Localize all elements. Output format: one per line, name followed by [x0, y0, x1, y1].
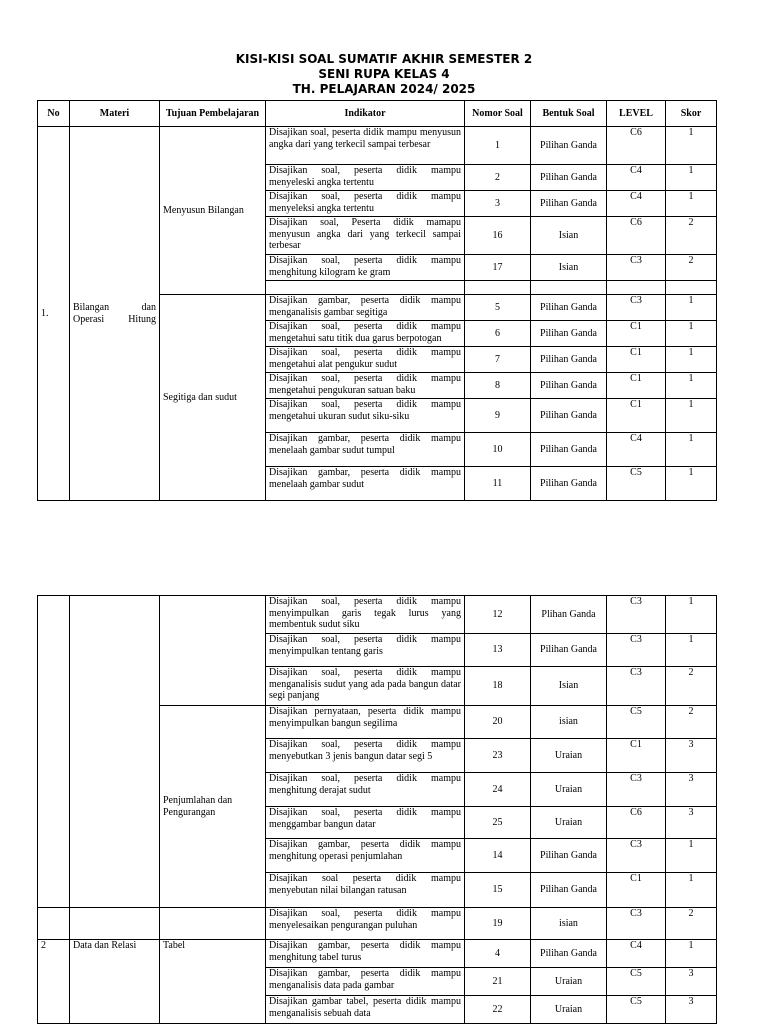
kisi-kisi-table-page-2	[37, 595, 717, 1024]
tujuan-cell: Segitiga dan sudut	[160, 295, 266, 501]
level-cell: C4	[607, 165, 666, 191]
level-cell: C3	[607, 908, 666, 940]
skor-cell: 1	[666, 399, 717, 433]
empty-cell	[70, 596, 160, 908]
skor-cell: 1	[666, 127, 717, 165]
bentuk-soal-cell: Pilihan Ganda	[531, 191, 607, 217]
indikator-cell: Disajikan soal, peserta didik mampu menyimpulkan garis tegak lurus yang membentuk sudut siku	[266, 596, 465, 634]
nomor-soal-cell: 25	[465, 807, 531, 839]
skor-cell: 1	[666, 347, 717, 373]
skor-cell: 2	[666, 908, 717, 940]
bentuk-soal-cell: Pilihan Ganda	[531, 433, 607, 467]
bentuk-soal-cell: isian	[531, 908, 607, 940]
indikator-cell: Disajikan soal, peserta didik mampu mengetahui pengukuran satuan baku	[266, 373, 465, 399]
skor-cell: 2	[666, 255, 717, 281]
level-cell: C6	[607, 127, 666, 165]
bentuk-soal-cell: Pilihan Ganda	[531, 373, 607, 399]
table-row	[38, 596, 717, 634]
indikator-cell: Disajikan soal peserta didik mampu menyebutan nilai bilangan ratusan	[266, 873, 465, 908]
indikator-cell: Disajikan gambar, peserta didik mampu menelaah gambar sudut	[266, 467, 465, 501]
bentuk-soal-cell: Pilihan Ganda	[531, 873, 607, 908]
nomor-soal-cell: 7	[465, 347, 531, 373]
skor-cell: 1	[666, 433, 717, 467]
skor-cell: 3	[666, 739, 717, 773]
skor-cell: 2	[666, 706, 717, 739]
level-cell: C1	[607, 347, 666, 373]
kisi-kisi-table-page-1	[37, 100, 717, 501]
skor-cell: 1	[666, 321, 717, 347]
header-level: LEVEL	[607, 101, 666, 127]
empty-cell	[38, 596, 70, 908]
bentuk-soal-cell: Isian	[531, 217, 607, 255]
level-cell: C3	[607, 773, 666, 807]
nomor-soal-cell: 12	[465, 596, 531, 634]
nomor-soal-cell: 5	[465, 295, 531, 321]
indikator-cell: Disajikan gambar, peserta didik mampu menganalisis data pada gambar	[266, 968, 465, 996]
indikator-cell: Disajikan soal, peserta didik mampu menghitung derajat sudut	[266, 773, 465, 807]
skor-cell: 3	[666, 773, 717, 807]
materi-cell	[70, 127, 160, 501]
document-subtitle-year: TH. PELAJARAN 2024/ 2025	[292, 82, 476, 96]
empty-cell	[266, 281, 465, 295]
indikator-cell: Disajikan soal, peserta didik mampu mengetahui ukuran sudut siku-siku	[266, 399, 465, 433]
level-cell: C3	[607, 667, 666, 706]
nomor-soal-cell: 20	[465, 706, 531, 739]
row-number: 1.	[38, 127, 70, 501]
bentuk-soal-cell: Pilihan Ganda	[531, 295, 607, 321]
bentuk-soal-cell: Pilihan Ganda	[531, 940, 607, 968]
bentuk-soal-cell: Uraian	[531, 773, 607, 807]
nomor-soal-cell: 9	[465, 399, 531, 433]
nomor-soal-cell: 15	[465, 873, 531, 908]
skor-cell: 1	[666, 467, 717, 501]
indikator-cell: Disajikan soal, peserta didik mampu menggambar bangun datar	[266, 807, 465, 839]
bentuk-soal-cell: Uraian	[531, 739, 607, 773]
nomor-soal-cell: 21	[465, 968, 531, 996]
nomor-soal-cell: 23	[465, 739, 531, 773]
nomor-soal-cell: 6	[465, 321, 531, 347]
indikator-cell: Disajikan soal, peserta didik mampu menyimpulkan tentang garis	[266, 634, 465, 667]
skor-cell: 2	[666, 217, 717, 255]
skor-cell: 1	[666, 373, 717, 399]
skor-cell: 1	[666, 295, 717, 321]
nomor-soal-cell: 14	[465, 839, 531, 873]
bentuk-soal-cell: Pilihan Ganda	[531, 399, 607, 433]
level-cell: C1	[607, 373, 666, 399]
bentuk-soal-cell: Uraian	[531, 968, 607, 996]
skor-cell: 1	[666, 165, 717, 191]
indikator-cell: Disajikan soal, peserta didik mampu menyebutkan 3 jenis bangun datar segi 5	[266, 739, 465, 773]
skor-cell: 1	[666, 634, 717, 667]
level-cell: C5	[607, 968, 666, 996]
indikator-cell: Disajikan gambar, peserta didik mampu menghitung tabel turus	[266, 940, 465, 968]
bentuk-soal-cell: Pilihan Ganda	[531, 839, 607, 873]
nomor-soal-cell: 17	[465, 255, 531, 281]
header-bentuk-soal: Bentuk Soal	[531, 101, 607, 127]
level-cell: C5	[607, 996, 666, 1024]
level-cell: C3	[607, 295, 666, 321]
bentuk-soal-cell: Pilihan Ganda	[531, 347, 607, 373]
bentuk-soal-cell: Pilihan Ganda	[531, 321, 607, 347]
header-skor: Skor	[666, 101, 717, 127]
indikator-cell: Disajikan gambar tabel, peserta didik mampu menganalisis sebuah data	[266, 996, 465, 1024]
empty-cell	[160, 908, 266, 940]
bentuk-soal-cell: Uraian	[531, 996, 607, 1024]
indikator-cell: Disajikan gambar, peserta didik mampu menghitung operasi penjumlahan	[266, 839, 465, 873]
bentuk-soal-cell: Plihan Ganda	[531, 596, 607, 634]
nomor-soal-cell: 3	[465, 191, 531, 217]
level-cell: C1	[607, 873, 666, 908]
empty-cell	[531, 281, 607, 295]
table-header-row	[38, 101, 717, 127]
bentuk-soal-cell: Pilihan Ganda	[531, 165, 607, 191]
indikator-cell: Disajikan soal, Peserta didik mamapu menyusun angka dari yang terkecil sampai terbesar	[266, 217, 465, 255]
indikator-cell: Disajikan soal, peserta didik mampu menyeleski angka tertentu	[266, 165, 465, 191]
tujuan-cell: Tabel	[160, 940, 266, 1024]
empty-cell	[465, 281, 531, 295]
skor-cell: 2	[666, 667, 717, 706]
bentuk-soal-cell: Isian	[531, 667, 607, 706]
nomor-soal-cell: 22	[465, 996, 531, 1024]
nomor-soal-cell: 18	[465, 667, 531, 706]
level-cell: C4	[607, 191, 666, 217]
skor-cell: 1	[666, 873, 717, 908]
tujuan-cell: Menyusun Bilangan	[160, 127, 266, 295]
skor-cell: 3	[666, 996, 717, 1024]
indikator-cell: Disajikan gambar, peserta didik mampu menganalisis gambar segitiga	[266, 295, 465, 321]
level-cell: C3	[607, 634, 666, 667]
skor-cell: 1	[666, 839, 717, 873]
skor-cell: 1	[666, 940, 717, 968]
indikator-cell: Disajikan soal, peserta didik mampu mengetahui satu titik dua garus berpotogan	[266, 321, 465, 347]
level-cell: C4	[607, 940, 666, 968]
level-cell: C5	[607, 467, 666, 501]
nomor-soal-cell: 10	[465, 433, 531, 467]
level-cell: C1	[607, 321, 666, 347]
nomor-soal-cell: 16	[465, 217, 531, 255]
bentuk-soal-cell: Pilihan Ganda	[531, 634, 607, 667]
indikator-cell: Disajikan soal, peserta didik mampu menghitung kilogram ke gram	[266, 255, 465, 281]
materi-cell: Data dan Relasi	[70, 940, 160, 1024]
level-cell: C3	[607, 255, 666, 281]
nomor-soal-cell: 1	[465, 127, 531, 165]
indikator-cell: Disajikan soal, peserta didik mampu menyeleksi angka tertentu	[266, 191, 465, 217]
empty-cell	[160, 596, 266, 706]
level-cell: C6	[607, 217, 666, 255]
skor-cell: 1	[666, 191, 717, 217]
indikator-cell: Disajikan pernyataan, peserta didik mampu menyimpulkan bangun segilima	[266, 706, 465, 739]
table-row	[38, 127, 717, 165]
bentuk-soal-cell: Pilihan Ganda	[531, 127, 607, 165]
indikator-cell: Disajikan soal, peserta didik mampu menyusun angka dari yang terkecil sampai terbesar	[266, 127, 465, 165]
level-cell: C1	[607, 739, 666, 773]
header-nomor-soal: Nomor Soal	[465, 101, 531, 127]
row-number: 2	[38, 940, 70, 1024]
bentuk-soal-cell: Pilihan Ganda	[531, 467, 607, 501]
header-tujuan: Tujuan Pembelajaran	[160, 101, 266, 127]
skor-cell: 1	[666, 596, 717, 634]
indikator-cell: Disajikan gambar, peserta didik mampu menelaah gambar sudut tumpul	[266, 433, 465, 467]
indikator-cell: Disajikan soal, peserta didik mampu menyelesaikan pengurangan puluhan	[266, 908, 465, 940]
skor-cell: 3	[666, 968, 717, 996]
level-cell: C4	[607, 433, 666, 467]
document-title: KISI-KISI SOAL SUMATIF AKHIR SEMESTER 2	[235, 52, 533, 66]
bentuk-soal-cell: isian	[531, 706, 607, 739]
empty-cell	[666, 281, 717, 295]
nomor-soal-cell: 8	[465, 373, 531, 399]
level-cell: C5	[607, 706, 666, 739]
skor-cell: 3	[666, 807, 717, 839]
header-indikator: Indikator	[266, 101, 465, 127]
indikator-cell: Disajikan soal, peserta didik mampu menganalisis sudut yang ada pada bangun datar segi panjang	[266, 667, 465, 706]
nomor-soal-cell: 19	[465, 908, 531, 940]
header-materi: Materi	[70, 101, 160, 127]
table-row	[38, 908, 717, 940]
level-cell: C3	[607, 839, 666, 873]
level-cell: C1	[607, 399, 666, 433]
nomor-soal-cell: 2	[465, 165, 531, 191]
document-subtitle-class: SENI RUPA KELAS 4	[318, 67, 450, 81]
nomor-soal-cell: 4	[465, 940, 531, 968]
materi-label: Bilangan dan Operasi Hitung	[73, 302, 156, 325]
indikator-cell: Disajikan soal, peserta didik mampu mengetahui alat pengukur sudut	[266, 347, 465, 373]
bentuk-soal-cell: Isian	[531, 255, 607, 281]
nomor-soal-cell: 24	[465, 773, 531, 807]
empty-cell	[607, 281, 666, 295]
table-row	[38, 940, 717, 968]
empty-cell	[38, 908, 70, 940]
nomor-soal-cell: 11	[465, 467, 531, 501]
header-no: No	[38, 101, 70, 127]
empty-cell	[70, 908, 160, 940]
level-cell: C3	[607, 596, 666, 634]
bentuk-soal-cell: Uraian	[531, 807, 607, 839]
tujuan-cell: Penjumlahan dan Pengurangan	[160, 706, 266, 908]
nomor-soal-cell: 13	[465, 634, 531, 667]
level-cell: C6	[607, 807, 666, 839]
